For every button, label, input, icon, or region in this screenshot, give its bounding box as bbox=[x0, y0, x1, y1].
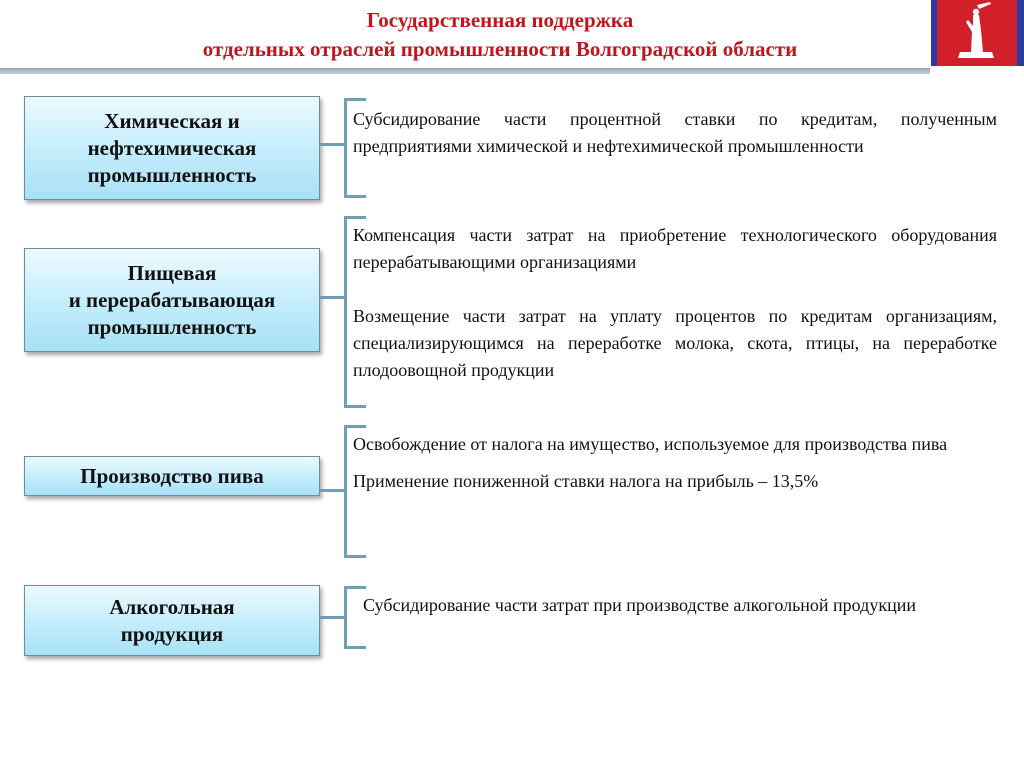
category-4-line-1: Алкогольная bbox=[109, 594, 235, 619]
category-chemical-industry bbox=[24, 96, 320, 200]
category-1-line-1: Химическая и bbox=[104, 108, 240, 133]
emblem-stripe-left bbox=[931, 0, 937, 66]
title-line-2: отдельных отраслей промышленности Волгоградской области bbox=[202, 37, 798, 61]
measure-1-1: Субсидирование части процентной ставки по кредитам, полученным предприятиями химической и нефтехимической промышленности bbox=[353, 109, 997, 156]
connector-3 bbox=[320, 489, 346, 492]
measure-2-1: Компенсация части затрат на приобретение технологического оборудования перерабатывающими организациями bbox=[353, 225, 997, 272]
measure-3-1: Освобождение от налога на имущество, используемое для производства пива bbox=[353, 434, 948, 454]
emblem-stripe-right bbox=[1017, 0, 1024, 66]
category-2-line-3: промышленность bbox=[87, 314, 257, 339]
connector-1 bbox=[320, 143, 346, 146]
category-1-line-3: промышленность bbox=[87, 162, 257, 187]
category-4-line-2: продукция bbox=[120, 621, 224, 646]
volgograd-emblem-icon bbox=[930, 0, 1024, 66]
emblem-stripe-red-left bbox=[937, 0, 943, 66]
measure-4-1: Субсидирование части затрат при производстве алкогольной продукции bbox=[363, 595, 916, 615]
measures-beer bbox=[353, 431, 997, 495]
category-beer-production bbox=[24, 456, 320, 496]
measures-alcohol bbox=[363, 592, 997, 619]
measure-3-2: Применение пониженной ставки налога на прибыль – 13,5% bbox=[353, 471, 819, 491]
connector-4 bbox=[320, 616, 346, 619]
measure-2-2: Возмещение части затрат на уплату процентов по кредитам организациям, специализирующимся на переработке молока, скота, птицы, на переработке плодоовощной продукции bbox=[353, 306, 997, 380]
slide-title bbox=[0, 6, 1000, 64]
category-3-line-1: Производство пива bbox=[80, 463, 264, 488]
measures-food bbox=[353, 222, 997, 384]
measures-chemical bbox=[353, 106, 997, 160]
category-food-processing-industry bbox=[24, 248, 320, 352]
category-2-line-1: Пищевая bbox=[127, 260, 217, 285]
emblem-stripe-red-right bbox=[1011, 0, 1017, 66]
category-2-line-2: и перерабатывающая bbox=[68, 287, 276, 312]
category-alcohol-products bbox=[24, 585, 320, 656]
category-1-line-2: нефтехимическая bbox=[87, 135, 257, 160]
connector-2 bbox=[320, 296, 346, 299]
header-divider bbox=[0, 68, 930, 74]
title-line-1: Государственная поддержка bbox=[366, 8, 634, 32]
